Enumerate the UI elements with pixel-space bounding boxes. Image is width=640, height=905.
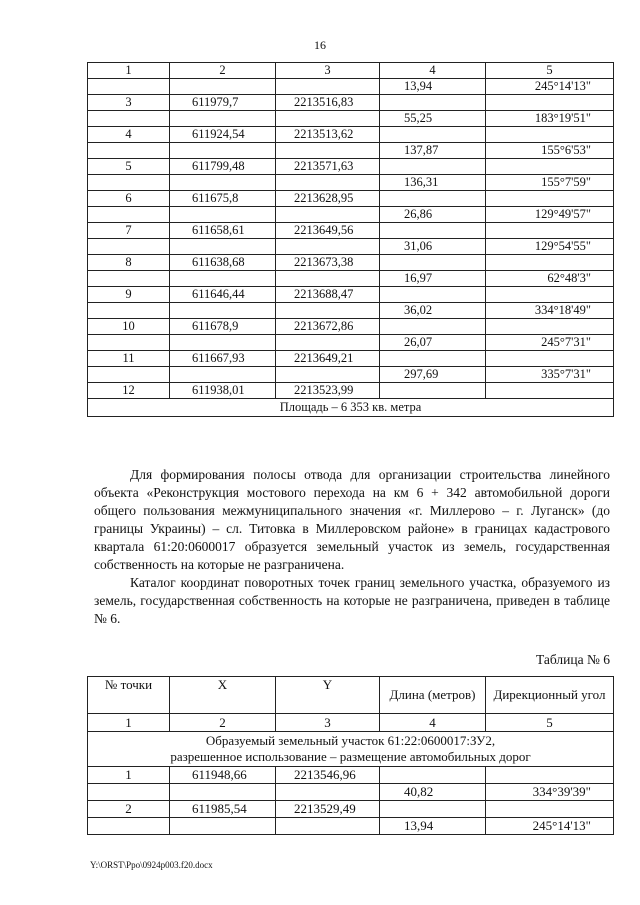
point-number-cell (88, 271, 170, 287)
y-coordinate-cell: 2213571,63 (276, 159, 380, 175)
point-number-cell: 6 (88, 191, 170, 207)
point-number-cell (88, 207, 170, 223)
length-cell: 26,07 (380, 335, 486, 351)
length-cell (380, 351, 486, 367)
column-number: 4 (380, 63, 486, 79)
x-coordinate-cell (170, 818, 276, 835)
column-number: 3 (276, 63, 380, 79)
direction-angle-cell (486, 255, 614, 271)
length-cell: 36,02 (380, 303, 486, 319)
table-row (88, 255, 614, 271)
point-number-cell: 12 (88, 383, 170, 399)
y-coordinate-cell: 2213523,99 (276, 383, 380, 399)
y-coordinate-cell (276, 239, 380, 255)
header-length: Длина (метров) (380, 677, 486, 714)
table-row (88, 79, 614, 95)
table-row (88, 784, 614, 801)
direction-angle-cell: 334°18'49" (486, 303, 614, 319)
length-cell: 13,94 (380, 79, 486, 95)
point-number-cell (88, 303, 170, 319)
length-cell (380, 767, 486, 784)
direction-angle-cell: 335°7'31" (486, 367, 614, 383)
x-coordinate-cell (170, 335, 276, 351)
table-row (88, 191, 614, 207)
x-coordinate-cell (170, 239, 276, 255)
point-number-cell: 10 (88, 319, 170, 335)
direction-angle-cell (486, 159, 614, 175)
y-coordinate-cell (276, 143, 380, 159)
x-coordinate-cell: 611799,48 (170, 159, 276, 175)
table-row (88, 271, 614, 287)
table-row (88, 207, 614, 223)
length-cell: 31,06 (380, 239, 486, 255)
direction-angle-cell: 155°6'53" (486, 143, 614, 159)
direction-angle-cell: 334°39'39" (486, 784, 614, 801)
y-coordinate-cell: 2213673,38 (276, 255, 380, 271)
point-number-cell: 7 (88, 223, 170, 239)
table-header-row (88, 63, 614, 79)
table-row (88, 143, 614, 159)
x-coordinate-cell: 611985,54 (170, 801, 276, 818)
column-number: 2 (170, 63, 276, 79)
x-coordinate-cell: 611667,93 (170, 351, 276, 367)
column-number: 4 (380, 714, 486, 732)
table-row (88, 95, 614, 111)
coordinates-table-continued (87, 62, 614, 417)
body-text (94, 466, 610, 628)
length-cell (380, 95, 486, 111)
point-number-cell (88, 335, 170, 351)
table-row (88, 127, 614, 143)
table-row (88, 367, 614, 383)
point-number-cell (88, 175, 170, 191)
direction-angle-cell (486, 191, 614, 207)
x-coordinate-cell: 611924,54 (170, 127, 276, 143)
table-row (88, 801, 614, 818)
length-cell (380, 159, 486, 175)
x-coordinate-cell: 611948,66 (170, 767, 276, 784)
x-coordinate-cell (170, 143, 276, 159)
y-coordinate-cell (276, 79, 380, 95)
y-coordinate-cell (276, 367, 380, 383)
header-y: Y (276, 677, 380, 714)
y-coordinate-cell (276, 111, 380, 127)
direction-angle-cell: 245°14'13" (486, 79, 614, 95)
y-coordinate-cell: 2213649,21 (276, 351, 380, 367)
x-coordinate-cell (170, 303, 276, 319)
table-row (88, 111, 614, 127)
point-number-cell: 2 (88, 801, 170, 818)
direction-angle-cell (486, 351, 614, 367)
table-row (88, 287, 614, 303)
header-direction-angle: Дирекционный угол (486, 677, 614, 714)
length-cell: 136,31 (380, 175, 486, 191)
y-coordinate-cell: 2213672,86 (276, 319, 380, 335)
point-number-cell (88, 818, 170, 835)
x-coordinate-cell (170, 271, 276, 287)
length-cell (380, 127, 486, 143)
x-coordinate-cell (170, 207, 276, 223)
x-coordinate-cell: 611646,44 (170, 287, 276, 303)
table-row (88, 159, 614, 175)
table-header-row (88, 677, 614, 714)
direction-angle-cell: 129°54'55" (486, 239, 614, 255)
x-coordinate-cell (170, 79, 276, 95)
point-number-cell: 4 (88, 127, 170, 143)
column-number: 3 (276, 714, 380, 732)
point-number-cell: 9 (88, 287, 170, 303)
point-number-cell (88, 784, 170, 801)
length-cell (380, 287, 486, 303)
file-path-footer: Y:\ORST\Ppo\0924p003.f20.docx (90, 860, 213, 870)
table-row (88, 239, 614, 255)
length-cell: 297,69 (380, 367, 486, 383)
length-cell (380, 191, 486, 207)
length-cell: 137,87 (380, 143, 486, 159)
direction-angle-cell: 245°14'13" (486, 818, 614, 835)
y-coordinate-cell (276, 818, 380, 835)
column-number: 5 (486, 63, 614, 79)
point-number-cell (88, 79, 170, 95)
point-number-cell: 1 (88, 767, 170, 784)
length-cell: 13,94 (380, 818, 486, 835)
paragraph-catalog: Каталог координат поворотных точек границ земельного участка, образуемого из земель, государственная собственность на которые не разграничена, приведен в таблице № 6. (94, 575, 610, 626)
x-coordinate-cell (170, 367, 276, 383)
x-coordinate-cell (170, 784, 276, 801)
x-coordinate-cell: 611675,8 (170, 191, 276, 207)
y-coordinate-cell (276, 175, 380, 191)
y-coordinate-cell: 2213529,49 (276, 801, 380, 818)
direction-angle-cell (486, 287, 614, 303)
x-coordinate-cell: 611638,68 (170, 255, 276, 271)
y-coordinate-cell (276, 207, 380, 223)
point-number-cell (88, 111, 170, 127)
direction-angle-cell: 245°7'31" (486, 335, 614, 351)
header-point-number: № точки (88, 677, 170, 714)
table-row (88, 319, 614, 335)
section-row (88, 732, 614, 767)
y-coordinate-cell (276, 784, 380, 801)
length-cell (380, 255, 486, 271)
column-number: 1 (88, 714, 170, 732)
table-row (88, 335, 614, 351)
y-coordinate-cell: 2213628,95 (276, 191, 380, 207)
direction-angle-cell (486, 383, 614, 399)
direction-angle-cell (486, 801, 614, 818)
direction-angle-cell: 155°7'59" (486, 175, 614, 191)
length-cell: 16,97 (380, 271, 486, 287)
length-cell (380, 801, 486, 818)
y-coordinate-cell (276, 271, 380, 287)
column-number-row (88, 714, 614, 732)
header-x: X (170, 677, 276, 714)
table-row (88, 223, 614, 239)
point-number-cell: 8 (88, 255, 170, 271)
table-row (88, 383, 614, 399)
page-number: 16 (314, 38, 326, 52)
length-cell (380, 319, 486, 335)
y-coordinate-cell: 2213688,47 (276, 287, 380, 303)
direction-angle-cell (486, 223, 614, 239)
point-number-cell (88, 239, 170, 255)
y-coordinate-cell (276, 335, 380, 351)
table-row (88, 303, 614, 319)
length-cell (380, 383, 486, 399)
y-coordinate-cell (276, 303, 380, 319)
paragraph-formation: Для формирования полосы отвода для организации строительства линейного объекта «Реконструкция мостового перехода на км 6 + 342 автомобильной дороги общего пользования межмуниципального значения «г. Миллерово – г. Луганск» (до границы Украины) – сл. Титовка в Миллеровском районе» в границах кадастрового квартала 61:20:0600017 образуется земельный участок из земель, государственная собственность на которые не разграничена. (94, 467, 610, 572)
x-coordinate-cell (170, 111, 276, 127)
direction-angle-cell (486, 95, 614, 111)
table-row (88, 175, 614, 191)
column-number: 2 (170, 714, 276, 732)
direction-angle-cell: 62°48'3" (486, 271, 614, 287)
table-caption: Таблица № 6 (536, 652, 610, 667)
x-coordinate-cell: 611938,01 (170, 383, 276, 399)
direction-angle-cell: 183°19'51" (486, 111, 614, 127)
y-coordinate-cell: 2213513,62 (276, 127, 380, 143)
length-cell: 40,82 (380, 784, 486, 801)
table-row (88, 351, 614, 367)
length-cell: 55,25 (380, 111, 486, 127)
point-number-cell (88, 143, 170, 159)
direction-angle-cell (486, 767, 614, 784)
section-title: Образуемый земельный участок 61:22:0600017:ЗУ2, (205, 733, 496, 748)
y-coordinate-cell: 2213516,83 (276, 95, 380, 111)
direction-angle-cell (486, 127, 614, 143)
area-row (88, 399, 614, 417)
point-number-cell: 3 (88, 95, 170, 111)
x-coordinate-cell: 611678,9 (170, 319, 276, 335)
length-cell (380, 223, 486, 239)
y-coordinate-cell: 2213649,56 (276, 223, 380, 239)
point-number-cell: 11 (88, 351, 170, 367)
table-row (88, 818, 614, 835)
column-number: 1 (88, 63, 170, 79)
point-number-cell: 5 (88, 159, 170, 175)
length-cell: 26,86 (380, 207, 486, 223)
table-row (88, 767, 614, 784)
x-coordinate-cell: 611658,61 (170, 223, 276, 239)
point-number-cell (88, 367, 170, 383)
y-coordinate-cell: 2213546,96 (276, 767, 380, 784)
column-number: 5 (486, 714, 614, 732)
coordinates-table-6 (87, 676, 614, 835)
x-coordinate-cell (170, 175, 276, 191)
area-total: Площадь – 6 353 кв. метра (88, 399, 614, 417)
section-subtitle: разрешенное использование – размещение автомобильных дорог (170, 749, 531, 764)
x-coordinate-cell: 611979,7 (170, 95, 276, 111)
section-heading (88, 732, 614, 767)
direction-angle-cell (486, 319, 614, 335)
direction-angle-cell: 129°49'57" (486, 207, 614, 223)
